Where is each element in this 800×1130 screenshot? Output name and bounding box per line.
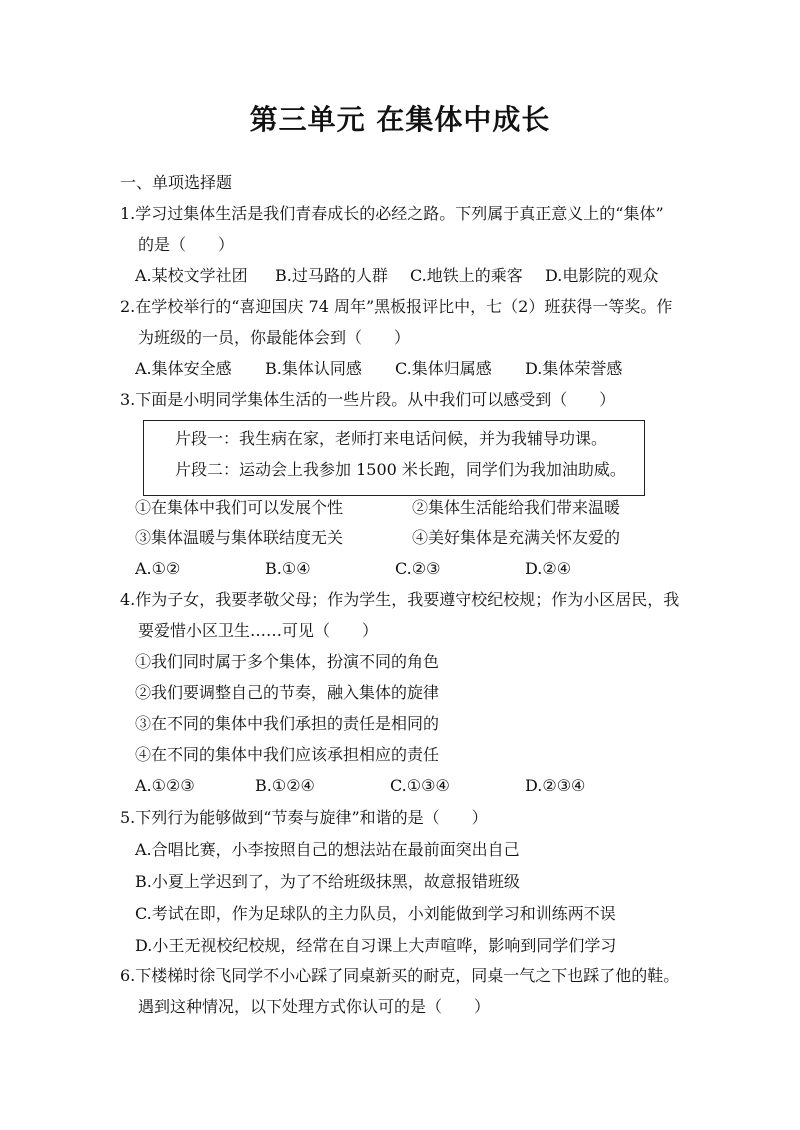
- question-6-stem: 遇到这种情况，以下处理方式你认可的是（ ）: [138, 997, 491, 1016]
- question-1-option-c: C.地铁上的乘客: [410, 266, 523, 285]
- question-5-option-b: B.小夏上学迟到了，为了不给班级抹黑，故意报错班级: [135, 872, 520, 891]
- question-4-stem: 4.作为子女，我要孝敬父母；作为学生，我要遵守校纪校规；作为小区居民，我: [120, 590, 680, 609]
- question-1-option-b: B.过马路的人群: [275, 266, 388, 285]
- excerpt-line-2: 片段二：运动会上我参加 1500 米长跑，同学们为我加油助威。: [175, 460, 626, 479]
- question-5-option-a: A.合唱比赛，小李按照自己的想法站在最前面突出自己: [135, 840, 520, 859]
- question-3-statement-2: ②集体生活能给我们带来温暖: [412, 498, 621, 517]
- question-1-stem: 1.学习过集体生活是我们青春成长的必经之路。下列属于真正意义上的“集体”: [120, 204, 664, 223]
- question-2-stem: 为班级的一员，你最能体会到（ ）: [138, 328, 411, 347]
- question-4-option-d: D.②③④: [525, 776, 586, 795]
- question-1-option-a: A.某校文学社团: [135, 266, 248, 285]
- question-5-option-c: C.考试在即，作为足球队的主力队员，小刘能做到学习和训练两不误: [135, 904, 616, 923]
- question-4-option-c: C.①③④: [390, 776, 450, 795]
- question-3-option-a: A.①②: [135, 559, 181, 578]
- question-3-statement-4: ④美好集体是充满关怀友爱的: [412, 528, 621, 547]
- question-4-statement-4: ④在不同的集体中我们应该承担相应的责任: [135, 745, 440, 764]
- question-1-option-d: D.电影院的观众: [545, 266, 659, 285]
- section-heading: 一、单项选择题: [120, 173, 233, 192]
- question-4-statement-2: ②我们要调整自己的节奏，融入集体的旋律: [135, 683, 440, 702]
- question-4-statement-1: ①我们同时属于多个集体，扮演不同的角色: [135, 652, 440, 671]
- question-5-stem: 5.下列行为能够做到“节奏与旋律”和谐的是（ ）: [120, 808, 488, 827]
- question-3-option-d: D.②④: [525, 559, 572, 578]
- page-title: 第三单元 在集体中成长: [249, 103, 551, 136]
- question-2-stem: 2.在学校举行的“喜迎国庆 74 周年”黑板报评比中，七（2）班获得一等奖。作: [120, 297, 673, 316]
- question-4-option-a: A.①②③: [135, 776, 195, 795]
- question-3-statement-3: ③集体温暖与集体联结度无关: [135, 528, 344, 547]
- question-3-stem: 3.下面是小明同学集体生活的一些片段。从中我们可以感受到（ ）: [120, 390, 616, 409]
- question-2-option-d: D.集体荣誉感: [525, 359, 623, 378]
- question-3-option-b: B.①④: [265, 559, 311, 578]
- question-1-stem: 的是（ ）: [138, 235, 235, 254]
- question-3-statement-1: ①在集体中我们可以发展个性: [135, 498, 344, 517]
- excerpt-line-1: 片段一：我生病在家，老师打来电话问候，并为我辅导功课。: [175, 429, 608, 448]
- question-4-option-b: B.①②④: [255, 776, 315, 795]
- question-2-option-c: C.集体归属感: [395, 359, 492, 378]
- question-4-stem: 要爱惜小区卫生……可见（ ）: [138, 621, 379, 640]
- question-5-option-d: D.小王无视校纪校规，经常在自习课上大声喧哗，影响到同学们学习: [135, 936, 617, 955]
- question-3-option-c: C.②③: [395, 559, 441, 578]
- question-4-statement-3: ③在不同的集体中我们承担的责任是相同的: [135, 714, 440, 733]
- question-2-option-b: B.集体认同感: [265, 359, 362, 378]
- question-2-option-a: A.集体安全感: [135, 359, 232, 378]
- question-6-stem: 6.下楼梯时徐飞同学不小心踩了同桌新买的耐克，同桌一气之下也踩了他的鞋。: [120, 966, 680, 985]
